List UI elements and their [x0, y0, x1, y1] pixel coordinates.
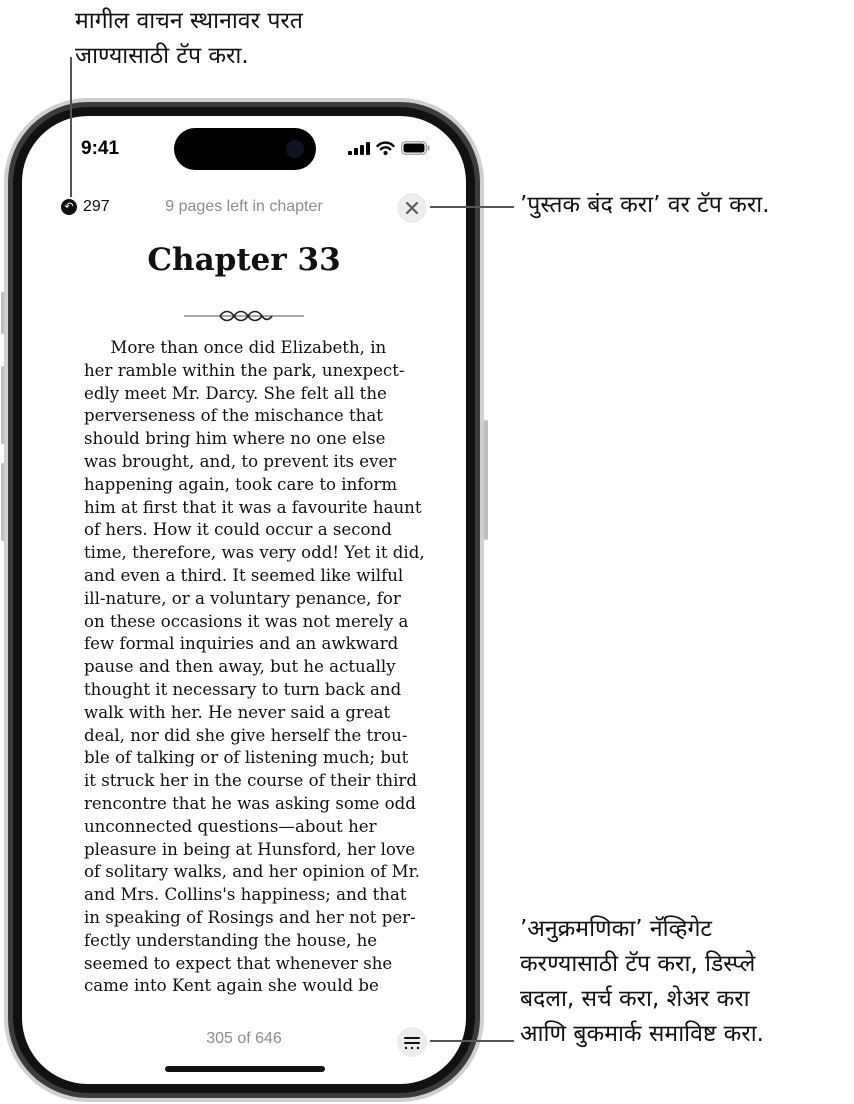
close-icon [397, 193, 427, 223]
text-line: ill-nature, or a voluntary penance, for [84, 588, 401, 608]
text-line: edly meet Mr. Darcy. She felt all the [84, 383, 387, 403]
close-book-button[interactable] [397, 193, 427, 223]
text-line: ble of talking or of listening much; but [84, 748, 409, 768]
callout-back-line1: मागील वाचन स्थानावर परत [75, 8, 303, 34]
camera-icon [286, 140, 304, 158]
text-line: him at first that it was a favourite haunt [84, 497, 422, 517]
menu-button[interactable] [397, 1027, 427, 1057]
text-line: perverseness of the mischance that [84, 406, 383, 426]
menu-icon [397, 1027, 427, 1057]
callout-close-book [520, 188, 770, 223]
callout-menu [520, 912, 764, 1052]
callout-menu-line2: करण्यासाठी टॅप करा, डिस्प्ले [520, 951, 756, 977]
callout-menu-line1: ’अनुक्रमणिका’ नॅव्हिगेट [520, 916, 713, 942]
pages-left-label: 9 pages left in chapter [165, 198, 323, 215]
book-page-text[interactable] [84, 337, 424, 998]
text-line: was brought, and, to prevent its ever [84, 451, 397, 471]
text-line: it struck her in the course of their third [84, 771, 417, 791]
text-line: in speaking of Rosings and her not per- [84, 907, 416, 927]
text-line: pleasure in being at Hunsford, her love [84, 839, 416, 859]
text-line: few formal inquiries and an awkward [84, 634, 399, 654]
text-line: happening again, took care to inform [84, 474, 398, 494]
callout-line-back [70, 57, 72, 197]
text-line: should bring him where no one else [84, 429, 386, 449]
dynamic-island [174, 128, 316, 170]
callout-menu-line4: आणि बुकमार्क समाविष्ट करा. [520, 1021, 764, 1047]
text-line: rencontre that he was asking some odd [84, 793, 416, 813]
cellular-signal-icon [348, 142, 370, 155]
status-icons [348, 141, 430, 155]
text-line: More than once did Elizabeth, in [84, 338, 387, 357]
text-line: walk with her. He never said a great [84, 702, 391, 722]
battery-icon [401, 141, 430, 155]
chapter-title: Chapter 33 [147, 242, 341, 278]
text-line: and even a third. It seemed like wilful [84, 565, 404, 585]
text-line: thought it necessary to turn back and [84, 679, 402, 699]
return-arrow-icon: ↶ [61, 199, 77, 215]
callout-line-close [430, 206, 514, 208]
callout-close-line: ’पुस्तक बंद करा’ वर टॅप करा. [520, 192, 770, 218]
callout-menu-line3: बदला, सर्च करा, शेअर करा [520, 986, 750, 1012]
callout-back-line2: जाण्यासाठी टॅप करा. [75, 43, 249, 69]
status-time: 9:41 [81, 138, 120, 159]
back-page-number: 297 [83, 198, 110, 215]
home-indicator[interactable] [165, 1066, 325, 1072]
text-line: fectly understanding the house, he [84, 930, 378, 950]
text-line: came into Kent again she would be [84, 976, 379, 996]
text-line: deal, nor did she give herself the trou- [84, 725, 408, 745]
text-line: pause and then away, but he actually [84, 657, 396, 677]
text-line: seemed to expect that whenever she [84, 953, 393, 973]
wifi-icon [376, 141, 395, 155]
text-line: and Mrs. Collins's happiness; and that [84, 885, 407, 905]
text-line: her ramble within the park, unexpect- [84, 360, 405, 380]
page-count: 305 of 646 [206, 1030, 282, 1047]
book-reader-screen [22, 116, 466, 1084]
text-line: of solitary walks, and her opinion of Mr. [84, 862, 421, 882]
power-button [484, 420, 488, 540]
text-line: of hers. How it could occur a second [84, 520, 392, 540]
text-line: unconnected questions—about her [84, 816, 377, 836]
callout-line-menu [430, 1040, 514, 1042]
text-line: on these occasions it was not merely a [84, 611, 409, 631]
ornament-divider-icon [184, 309, 304, 323]
text-line: time, therefore, was very odd! Yet it did, [84, 543, 425, 563]
callout-back-location [75, 4, 303, 74]
